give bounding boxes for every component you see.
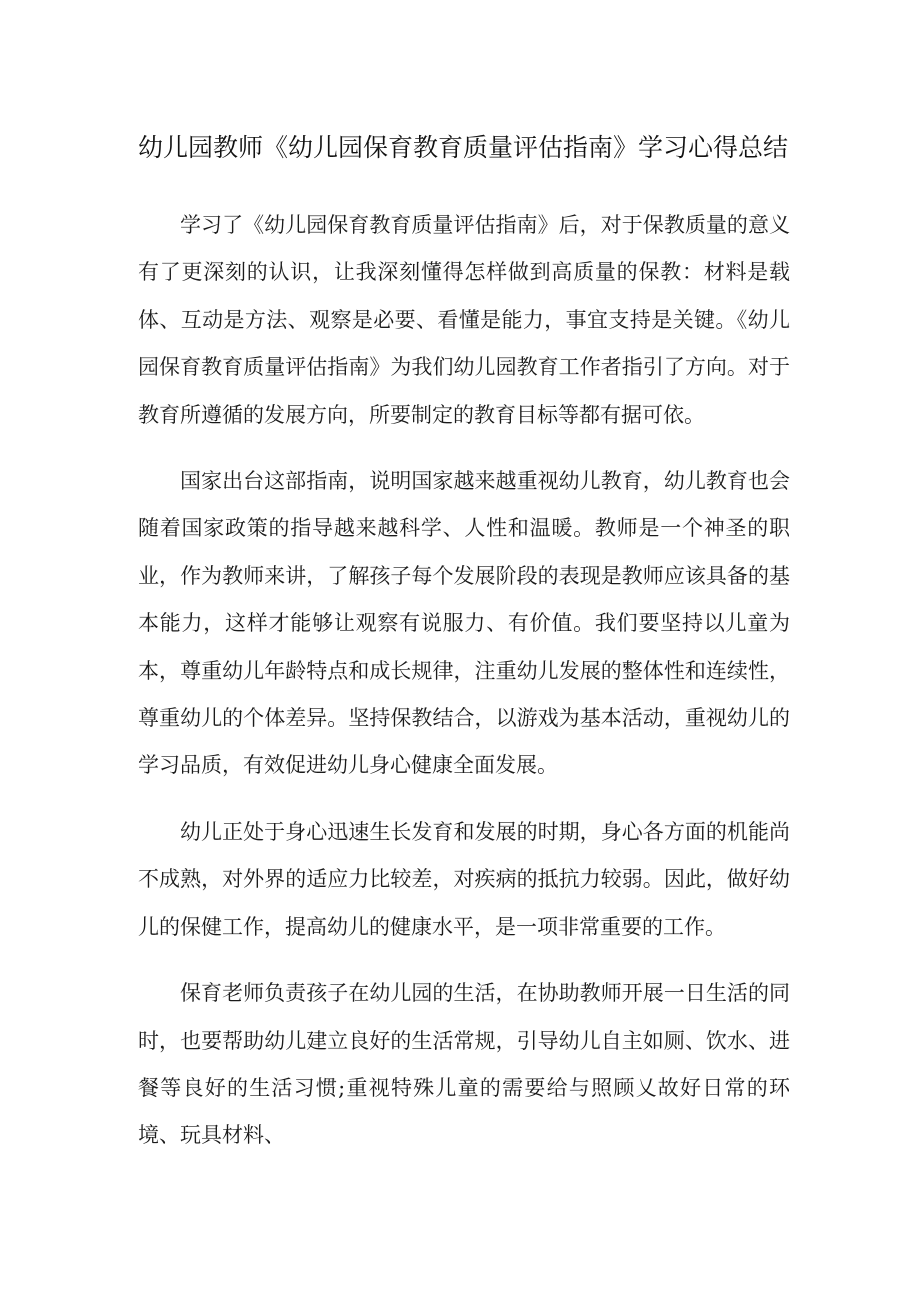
paragraph-2: 国家出台这部指南，说明国家越来越重视幼儿教育，幼儿教育也会随着国家政策的指导越来越科学、人性和温暖。教师是一个神圣的职业，作为教师来讲，了解孩子每个发展阶段的表现是教师应该具备的基本能力，这样才能够让观察有说服力、有价值。我们要坚持以儿童为本，尊重幼儿年龄特点和成长规律，注重幼儿发展的整体性和连续性，尊重幼儿的个体差异。坚持保教结合，以游戏为基本活动，重视幼儿的学习品质，有效促进幼儿身心健康全面发展。: [138, 469, 790, 778]
paragraph-3: 幼儿正处于身心迅速生长发育和发展的时期，身心各方面的机能尚不成熟，对外界的适应力比较差，对疾病的抵抗力较弱。因此，做好幼儿的保健工作，提高幼儿的健康水平，是一项非常重要的工作。: [138, 819, 790, 939]
paragraph-4: 保育老师负责孩子在幼儿园的生活，在协助教师开展一日生活的同时，也要帮助幼儿建立良好的生活常规，引导幼儿自主如厕、饮水、进餐等良好的生活习惯;重视特殊儿童的需要给与照顾乂故好日常的环境、玩具材料、: [138, 981, 790, 1148]
paragraph-1: 学习了《幼儿园保育教育质量评估指南》后，对于保教质量的意义有了更深刻的认识，让我深刻懂得怎样做到高质量的保教：材料是载体、互动是方法、观察是必要、看懂是能力，事宜支持是关键。《幼儿园保育教育质量评估指南》为我们幼儿园教育工作者指引了方向。对于教育所遵循的发展方向，所要制定的教育目标等都有据可依。: [138, 213, 790, 427]
document-body: [138, 202, 790, 1179]
document-title: 幼儿园教师《幼儿园保育教育质量评估指南》学习心得总结: [138, 133, 789, 162]
